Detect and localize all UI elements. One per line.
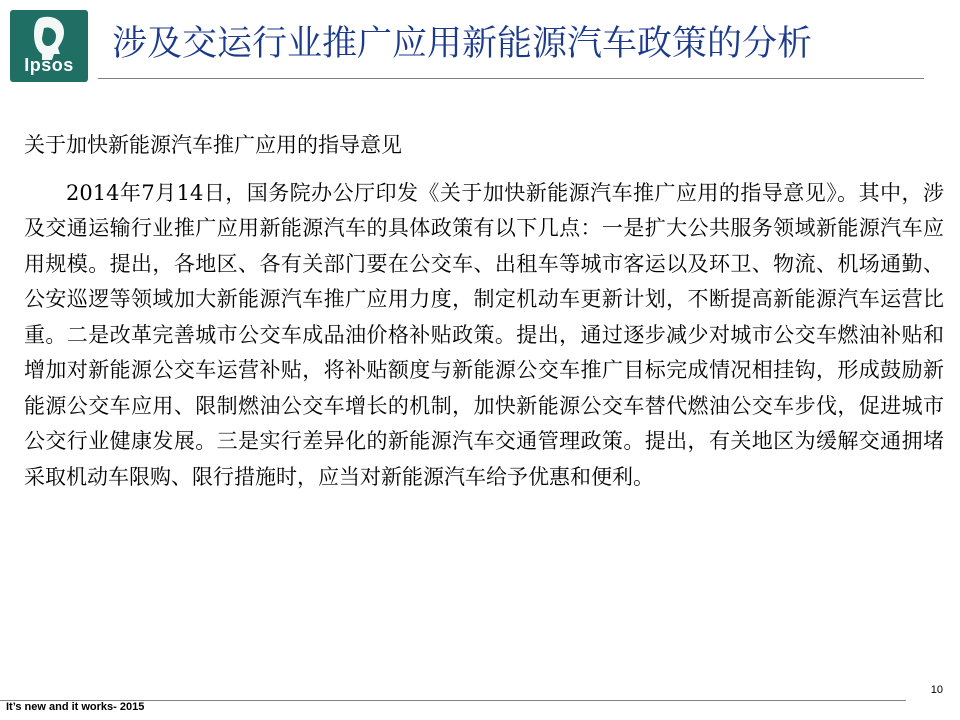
section-heading: 关于加快新能源汽车推广应用的指导意见 [24, 133, 402, 157]
slide-content [24, 128, 944, 495]
body-paragraph: 2014年7月14日，国务院办公厅印发《关于加快新能源汽车推广应用的指导意见》。其中，涉及交通运输行业推广应用新能源汽车的具体政策有以下几点：一是扩大公共服务领域新能源汽车应用规模。提出，各地区、各有关部门要在公交车、出租车等城市客运以及环卫、物流、机场通勤、公安巡逻等领域加大新能源汽车推广应用力度，制定机动车更新计划，不断提高新能源汽车运营比重。二是改革完善城市公交车成品油价格补贴政策。提出，通过逐步减少对城市公交车燃油补贴和增加对新能源公交车运营补贴，将补贴额度与新能源公交车推广目标完成情况相挂钩，形成鼓励新能源公交车应用、限制燃油公交车增长的机制，加快新能源公交车替代燃油公交车步伐，促进城市公交行业健康发展。三是实行差异化的新能源汽车交通管理政策。提出，有关地区为缓解交通拥堵采取机动车限购、限行措施时，应当对新能源汽车给予优惠和便利。 [24, 180, 944, 489]
footer-text: It’s new and it works- 2015 [6, 701, 145, 713]
ipsos-logo [10, 10, 88, 82]
slide-title: 涉及交运行业推广应用新能源汽车政策的分析 [112, 24, 813, 64]
logo-text: Ipsos [24, 55, 74, 75]
title-divider [98, 78, 924, 79]
page-number: 10 [930, 684, 943, 696]
